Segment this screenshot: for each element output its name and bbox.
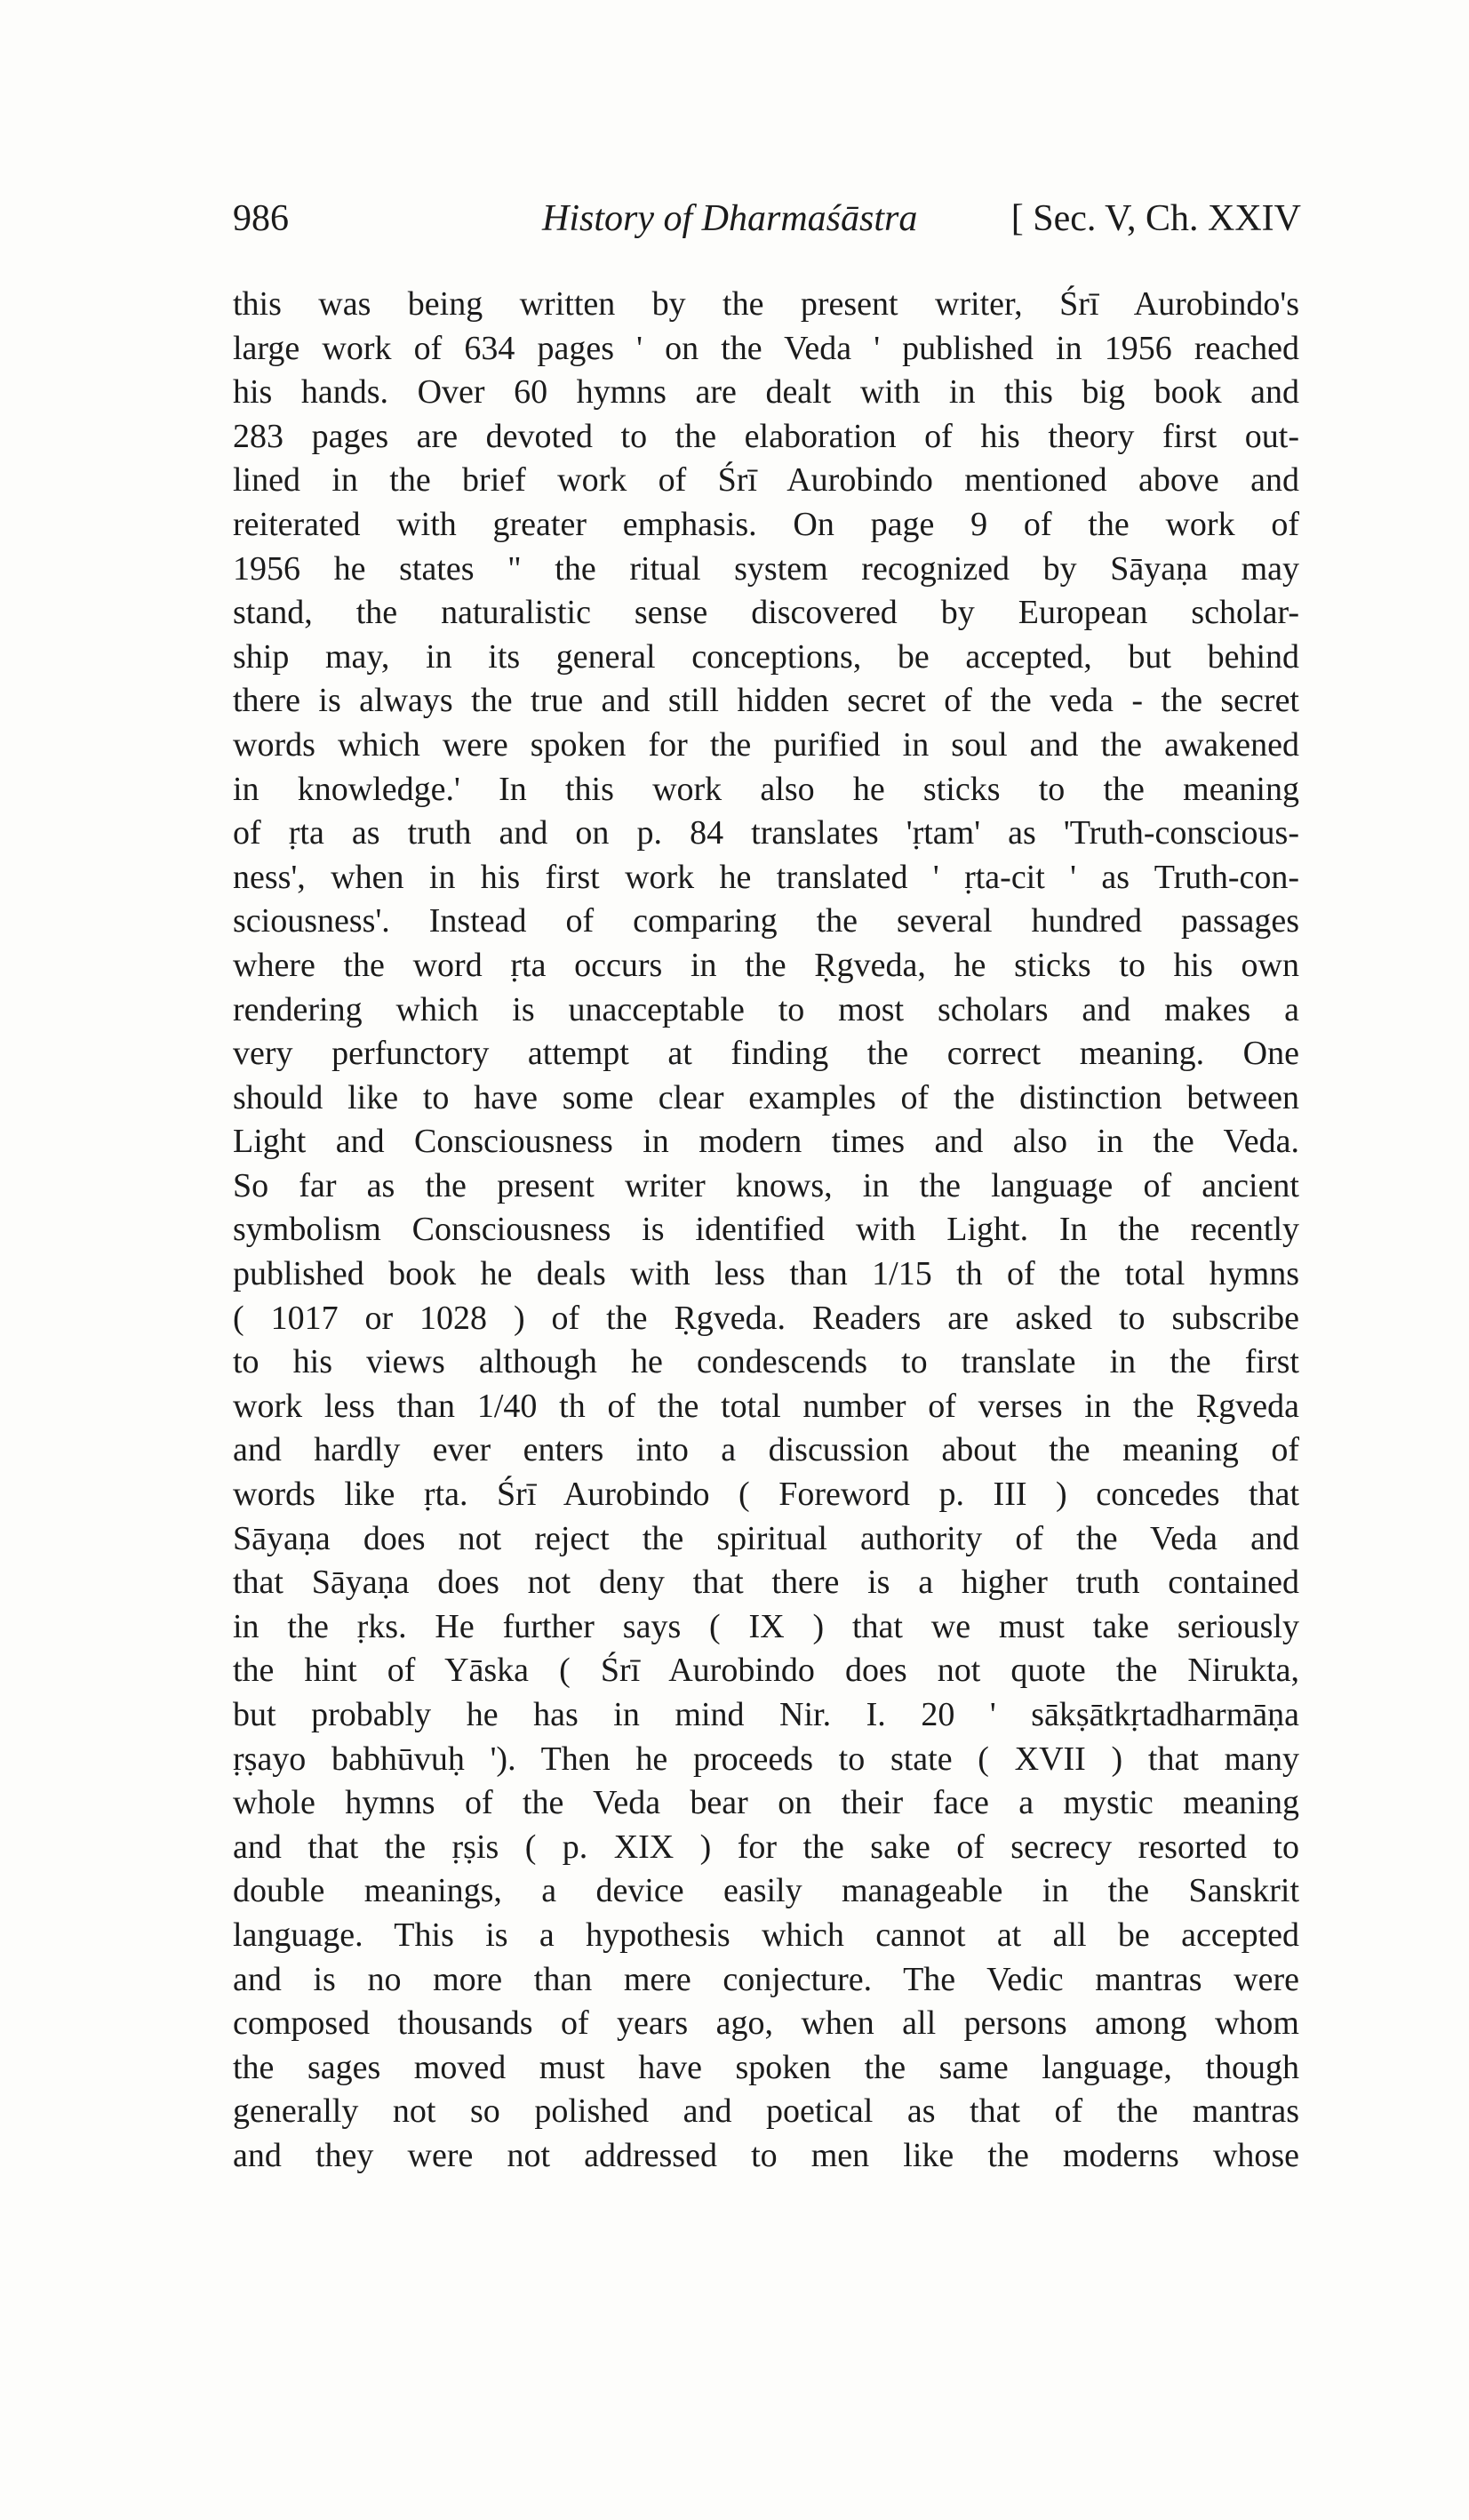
text-line: ṛṣayo babhūvuḥ '). Then he proceeds to state ( XVII ) that many xyxy=(233,1740,1299,1778)
section-label: [ Sec. V, Ch. XXIV xyxy=(1010,198,1301,239)
text-line: So far as the present writer knows, in the language of ancient xyxy=(233,1166,1299,1204)
text-line: stand, the naturalistic sense discovered by European scholar- xyxy=(233,594,1299,632)
text-line: double meanings, a device easily manageable in the Sanskrit xyxy=(233,1872,1299,1910)
text-line: generally not so polished and poetical as that of the mantras xyxy=(233,2092,1299,2131)
text-line: work less than 1/40 th of the total number of verses in the Ṛgveda xyxy=(233,1387,1299,1425)
text-line: in knowledge.' In this work also he sticks to the meaning xyxy=(233,770,1299,808)
text-line: his hands. Over 60 hymns are dealt with in this big book and xyxy=(233,373,1299,412)
text-line: lined in the brief work of Śrī Aurobindo mentioned above and xyxy=(233,461,1299,500)
text-line: large work of 634 pages ' on the Veda ' published in 1956 reached xyxy=(233,329,1299,367)
text-line: this was being written by the present writer, Śrī Aurobindo's xyxy=(233,285,1299,323)
text-line: in the ṛks. He further says ( IX ) that we must take seriously xyxy=(233,1607,1299,1645)
text-line: and they were not addressed to men like the moderns whose xyxy=(233,2136,1299,2174)
text-line: 283 pages are devoted to the elaboration of his theory first out- xyxy=(233,417,1299,455)
text-line: composed thousands of years ago, when all persons among whom xyxy=(233,2004,1299,2043)
running-header xyxy=(229,188,1301,251)
text-line: and that the ṛṣis ( p. XIX ) for the sake of secrecy resorted to xyxy=(233,1828,1299,1866)
text-line: sciousness'. Instead of comparing the several hundred passages xyxy=(233,902,1299,940)
text-line: whole hymns of the Veda bear on their face a mystic meaning xyxy=(233,1784,1299,1822)
body-text xyxy=(233,283,1299,2179)
text-line: 1956 he states " the ritual system recognized by Sāyaṇa may xyxy=(233,549,1299,588)
text-line: ness', when in his first work he translated ' ṛta-cit ' as Truth-con- xyxy=(233,858,1299,896)
text-line: symbolism Consciousness is identified with Light. In the recently xyxy=(233,1211,1299,1249)
text-line: Sāyaṇa does not reject the spiritual authority of the Veda and xyxy=(233,1519,1299,1557)
text-line: rendering which is unacceptable to most scholars and makes a xyxy=(233,990,1299,1028)
text-line: very perfunctory attempt at finding the correct meaning. One xyxy=(233,1035,1299,1073)
running-title: History of Dharmaśāstra xyxy=(542,198,918,239)
text-line: the sages moved must have spoken the same language, though xyxy=(233,2048,1299,2086)
text-line: of ṛta as truth and on p. 84 translates 'ṛtam' as 'Truth-conscious- xyxy=(233,814,1299,852)
text-line: and is no more than mere conjecture. The Vedic mantras were xyxy=(233,1960,1299,1998)
text-line: Light and Consciousness in modern times and also in the Veda. xyxy=(233,1123,1299,1161)
text-line: the hint of Yāska ( Śrī Aurobindo does not quote the Nirukta, xyxy=(233,1652,1299,1690)
text-line: should like to have some clear examples of the distinction between xyxy=(233,1078,1299,1116)
text-line: but probably he has in mind Nir. I. 20 ' sākṣātkṛtadharmāṇa xyxy=(233,1696,1299,1733)
text-line: words like ṛta. Śrī Aurobindo ( Foreword p. III ) concedes that xyxy=(233,1476,1299,1514)
text-line: words which were spoken for the purified in soul and the awakened xyxy=(233,725,1299,764)
text-line: that Sāyaṇa does not deny that there is a higher truth contained xyxy=(233,1564,1299,1602)
text-line: language. This is a hypothesis which cannot at all be accepted xyxy=(233,1916,1299,1954)
text-line: ( 1017 or 1028 ) of the Ṛgveda. Readers are asked to subscribe xyxy=(233,1299,1299,1337)
text-line: to his views although he condescends to translate in the first xyxy=(233,1343,1299,1381)
text-line: published book he deals with less than 1/15 th of the total hymns xyxy=(233,1255,1299,1293)
text-line: where the word ṛta occurs in the Ṛgveda, he sticks to his own xyxy=(233,946,1299,984)
page-number: 986 xyxy=(233,198,289,239)
text-line: and hardly ever enters into a discussion about the meaning of xyxy=(233,1431,1299,1469)
text-line: ship may, in its general conceptions, be accepted, but behind xyxy=(233,637,1299,676)
text-line: there is always the true and still hidden secret of the veda - the secret xyxy=(233,682,1299,720)
text-line: reiterated with greater emphasis. On page 9 of the work of xyxy=(233,505,1299,543)
